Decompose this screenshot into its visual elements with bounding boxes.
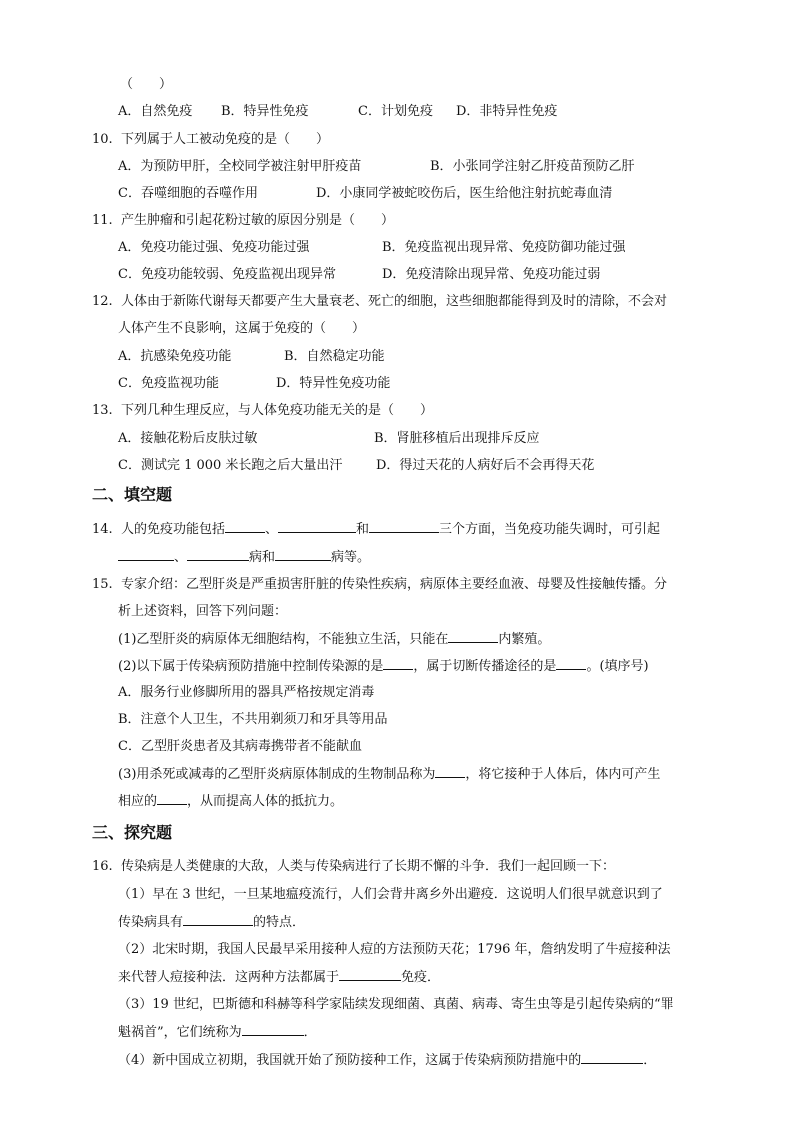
q11-stem: 11. 产生肿瘤和引起花粉过敏的原因分别是（ ） xyxy=(92,213,394,228)
q12-option-c: C．免疫监视功能 xyxy=(118,376,219,391)
q14-blank-5[interactable] xyxy=(187,548,249,561)
q15-sub1: (1)乙型肝炎的病原体无细胞结构，不能独立生活，只能在 内繁殖。 xyxy=(118,632,551,647)
q16-sub2-line1: （2）北宋时期，我国人民最早采用接种人痘的方法预防天花；1796 年，詹纳发明了牛痘接种法 xyxy=(118,942,671,957)
q14-blank-1[interactable] xyxy=(225,520,265,533)
q9-paren: （ ） xyxy=(120,77,173,92)
q16-sub1-line1: （1）早在 3 世纪，一旦某地瘟疫流行，人们会背井离乡外出避疫．这说明人们很早就意识到了 xyxy=(118,887,663,902)
q11-option-c: C．免疫功能较弱、免疫监视出现异常 xyxy=(118,267,336,282)
q13-option-a: A．接触花粉后皮肤过敏 xyxy=(118,431,258,446)
q15-blank-1[interactable] xyxy=(448,630,498,643)
q13-option-d: D．得过天花的人病好后不会再得天花 xyxy=(376,458,595,473)
q14-blank-4[interactable] xyxy=(118,548,174,561)
q15-option-c: C．乙型肝炎患者及其病毒携带者不能献血 xyxy=(118,739,362,754)
q16-sub2-line2: 来代替人痘接种法．这两种方法都属于 免疫． xyxy=(118,970,441,985)
section-heading-inquiry: 三、探究题 xyxy=(92,823,173,842)
q14-line1: 14. 人的免疫功能包括 、 和 三个方面，当免疫功能失调时，可引起 xyxy=(92,522,660,537)
q16-stem: 16. 传染病是人类健康的大敌，人类与传染病进行了长期不懈的斗争．我们一起回顾一下： xyxy=(92,859,615,874)
q9-option-d: D．非特异性免疫 xyxy=(456,104,558,119)
q15-stem-line1: 15. 专家介绍：乙型肝炎是严重损害肝脏的传染性疾病，病原体主要经血液、母婴及性接触传播。分 xyxy=(92,577,667,592)
q15-blank-5[interactable] xyxy=(157,792,187,805)
q15-option-b: B．注意个人卫生，不共用剃须刀和牙具等用品 xyxy=(118,712,388,727)
q16-blank-4[interactable] xyxy=(581,1051,643,1064)
q10-option-a: A．为预防甲肝，全校同学被注射甲肝疫苗 xyxy=(118,159,362,174)
q15-sub3-line1: (3)用杀死或减毒的乙型肝炎病原体制成的生物制品称为 ，将它接种于人体后，体内可产生 xyxy=(118,767,661,782)
q10-option-d: D．小康同学被蛇咬伤后，医生给他注射抗蛇毒血清 xyxy=(316,186,613,201)
q15-sub3-line2: 相应的 ，从而提高人体的抵抗力。 xyxy=(118,794,344,809)
q13-stem: 13. 下列几种生理反应，与人体免疫功能无关的是（ ） xyxy=(92,403,433,418)
q16-sub4: （4）新中国成立初期，我国就开始了预防接种工作，这属于传染病预防措施中的 ． xyxy=(118,1053,657,1068)
q15-blank-3[interactable] xyxy=(556,657,586,670)
section-heading-fill-in: 二、填空题 xyxy=(92,485,173,504)
q14-blank-2[interactable] xyxy=(278,520,356,533)
q12-stem-line2: 人体产生不良影响，这属于免疫的（ ） xyxy=(118,321,366,336)
q16-sub3-line2: 魁祸首”，它们统称为 ． xyxy=(118,1025,317,1040)
q13-option-b: B．肾脏移植后出现排斥反应 xyxy=(374,431,540,446)
q13-option-c: C．测试完 1 000 米长跑之后大量出汗 xyxy=(118,458,343,473)
q11-option-d: D．免疫清除出现异常、免疫功能过弱 xyxy=(382,267,601,282)
q11-option-b: B．免疫监视出现异常、免疫防御功能过强 xyxy=(382,240,626,255)
q16-blank-2[interactable] xyxy=(339,968,401,981)
q9-option-a: A．自然免疫 xyxy=(118,104,193,119)
q16-sub3-line1: （3）19 世纪，巴斯德和科赫等科学家陆续发现细菌、真菌、病毒、寄生虫等是引起传染病的“罪 xyxy=(118,997,674,1012)
q16-blank-3[interactable] xyxy=(242,1023,304,1036)
q12-stem-line1: 12. 人体由于新陈代谢每天都要产生大量衰老、死亡的细胞，这些细胞都能得到及时的清除，不会对 xyxy=(92,294,667,309)
q15-sub2: (2)以下属于传染病预防措施中控制传染源的是 ，属于切断传播途径的是 。(填序号) xyxy=(118,659,649,674)
q10-stem: 10. 下列属于人工被动免疫的是（ ） xyxy=(92,132,329,147)
q15-blank-4[interactable] xyxy=(435,765,465,778)
q10-option-c: C．吞噬细胞的吞噬作用 xyxy=(118,186,258,201)
q10-option-b: B．小张同学注射乙肝疫苗预防乙肝 xyxy=(430,159,635,174)
q15-option-a: A．服务行业修脚所用的器具严格按规定消毒 xyxy=(118,685,375,700)
q15-blank-2[interactable] xyxy=(383,657,413,670)
q15-stem-line2: 析上述资料，回答下列问题： xyxy=(118,604,288,619)
q14-blank-3[interactable] xyxy=(369,520,439,533)
q14-blank-6[interactable] xyxy=(275,548,331,561)
q16-blank-1[interactable] xyxy=(183,913,253,926)
q12-option-b: B．自然稳定功能 xyxy=(284,349,385,364)
q12-option-a: A．抗感染免疫功能 xyxy=(118,349,232,364)
q12-option-d: D．特异性免疫功能 xyxy=(276,376,391,391)
q16-sub1-line2: 传染病具有 的特点． xyxy=(118,915,306,930)
q9-option-b: B．特异性免疫 xyxy=(221,104,309,119)
q11-option-a: A．免疫功能过强、免疫功能过强 xyxy=(118,240,310,255)
q9-option-c: C．计划免疫 xyxy=(358,104,433,119)
q14-line2: 、 病和 病等。 xyxy=(118,548,370,567)
